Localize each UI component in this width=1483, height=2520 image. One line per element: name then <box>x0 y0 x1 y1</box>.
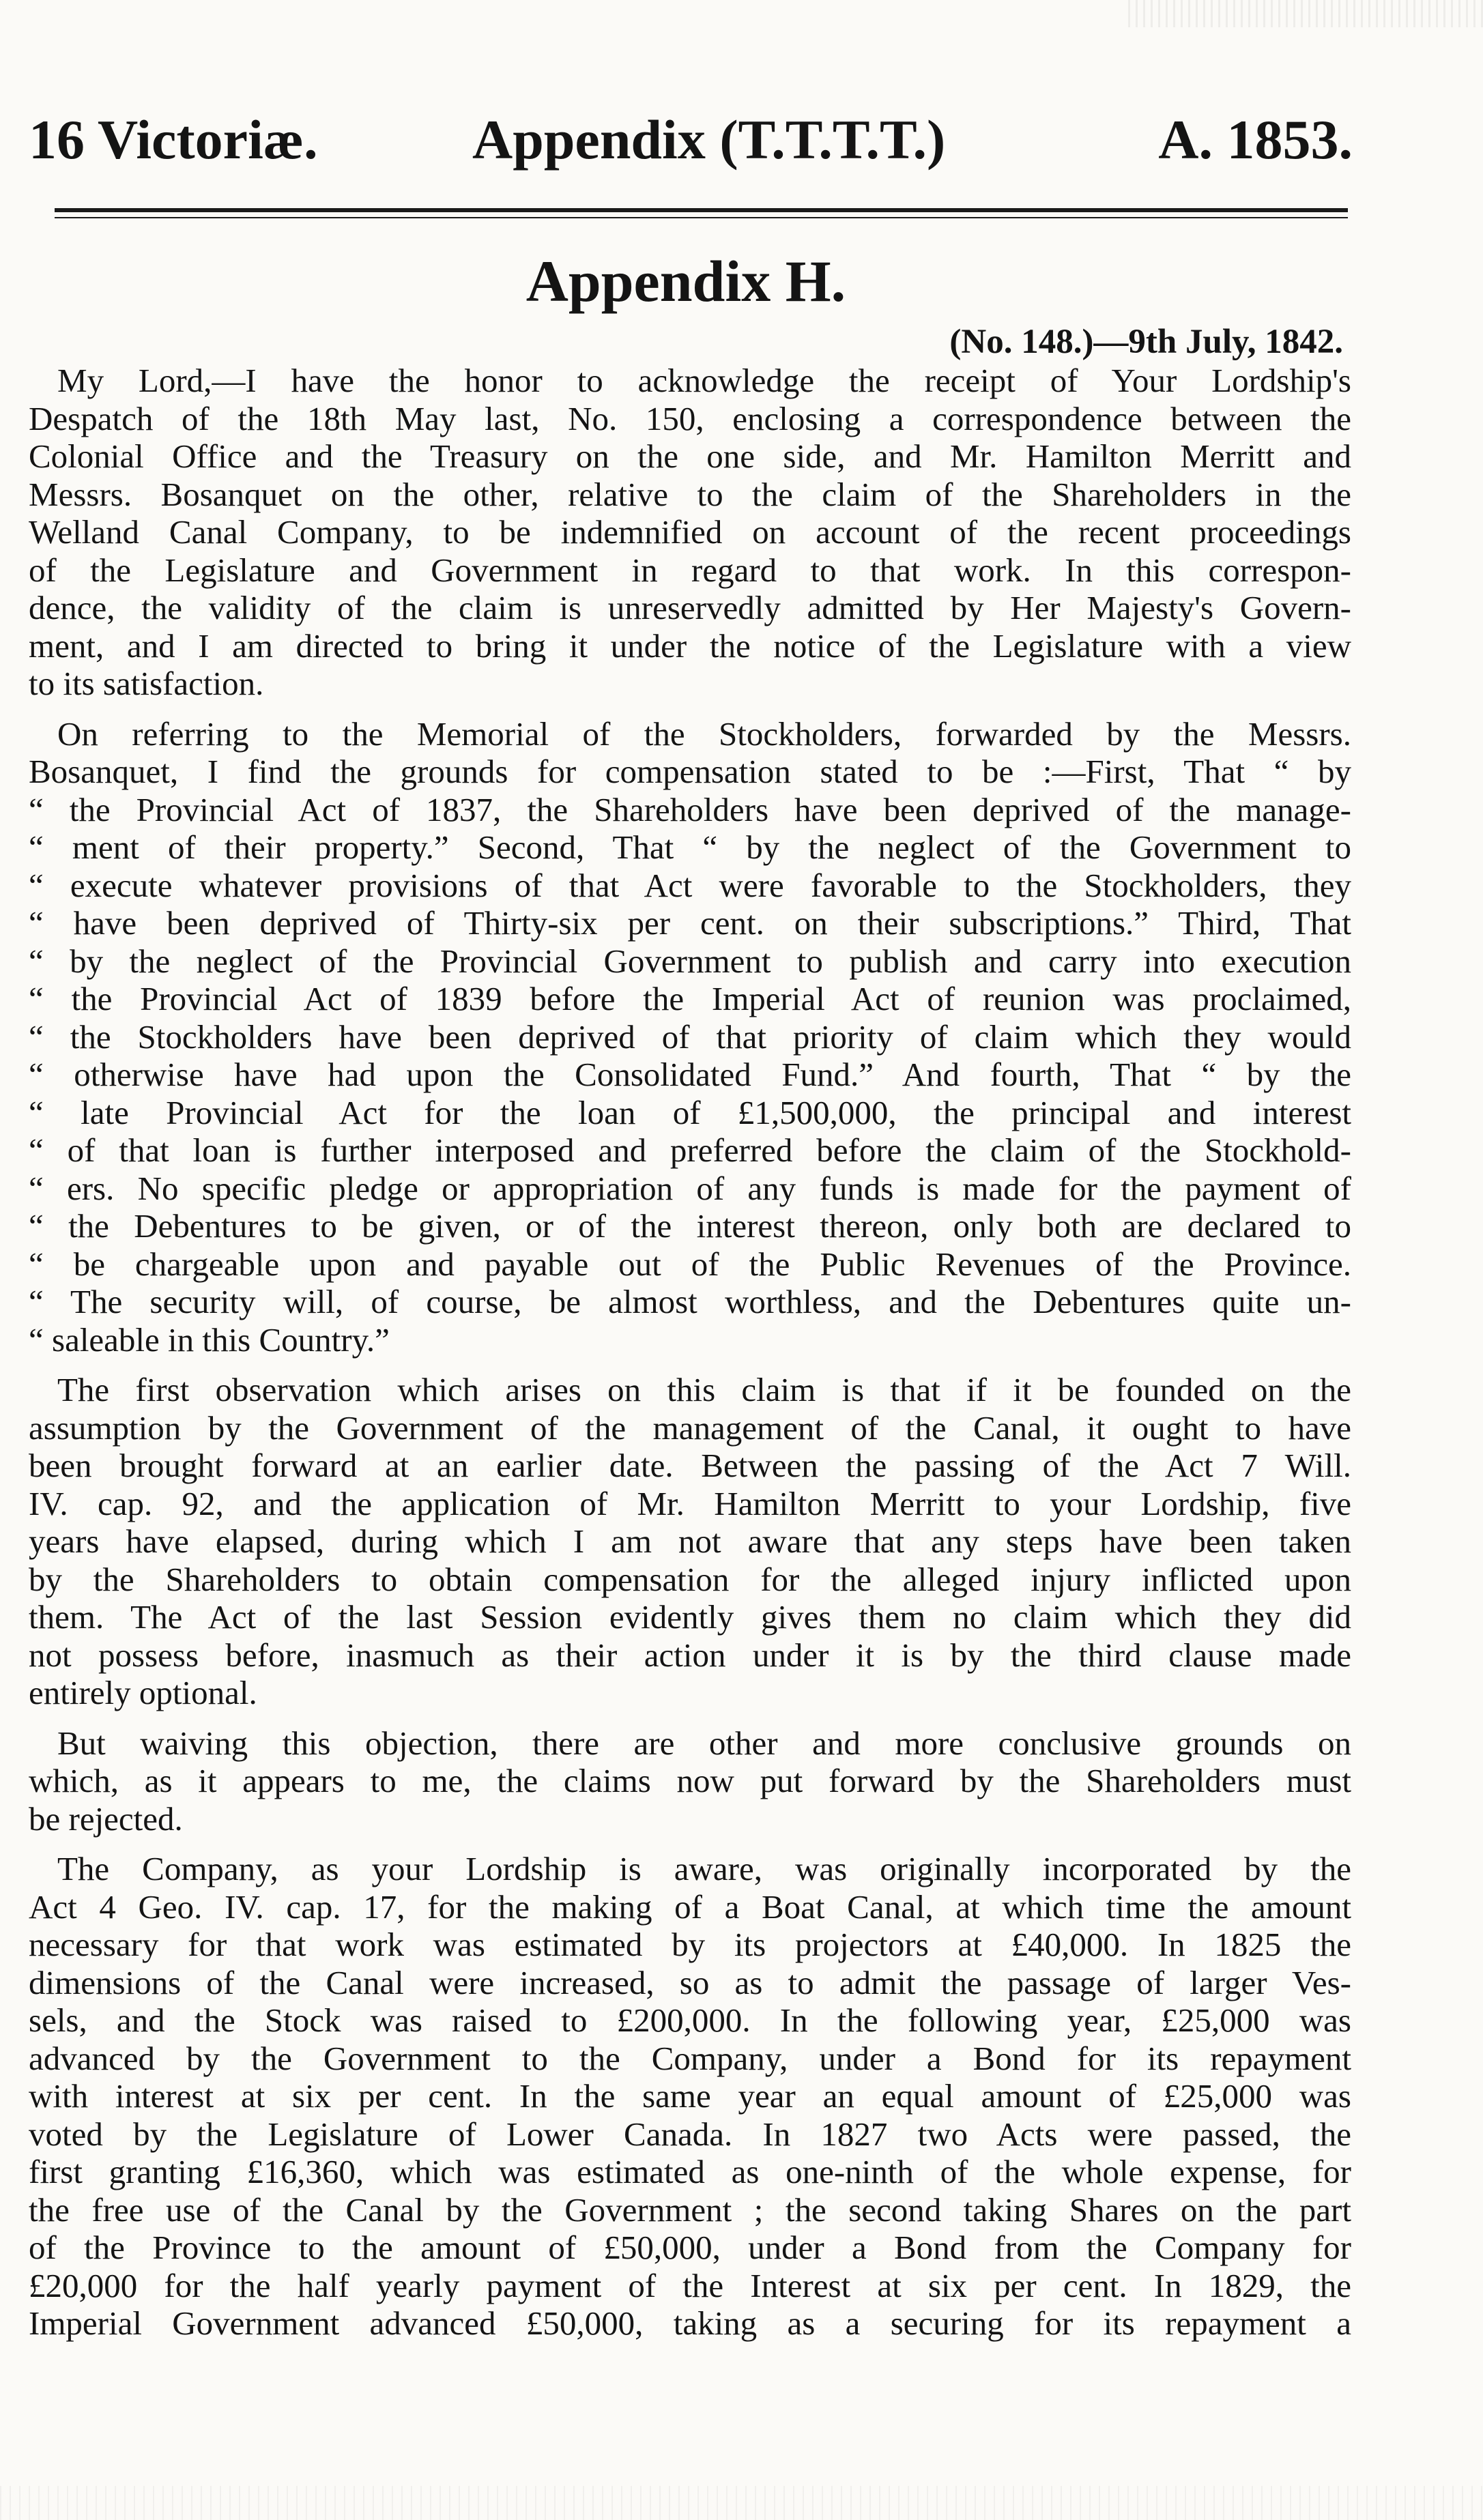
text-line: The first observation which arises on this claim is that if it be founded on the <box>57 1371 1351 1408</box>
text-line: “ the Provincial Act of 1839 before the Imperial Act of reunion was proclaimed, <box>29 980 1351 1017</box>
text-line: “ of that loan is further interposed and preferred before the claim of the Stockhold- <box>29 1131 1351 1169</box>
text-line: “ execute whatever provisions of that Act were favorable to the Stockholders, they <box>29 866 1351 904</box>
scan-speckle-top <box>1128 0 1483 27</box>
text-line: to its satisfaction. <box>29 665 264 702</box>
text-line: “ otherwise have had upon the Consolidated Fund.” And fourth, That “ by the <box>29 1056 1351 1093</box>
text-line: On referring to the Memorial of the Stockholders, forwarded by the Messrs. <box>57 714 1351 753</box>
text-line: Despatch of the 18th May last, No. 150, enclosing a correspondence between the <box>29 399 1351 437</box>
text-line: £20,000 for the half yearly payment of the Interest at six per cent. In 1829, the <box>29 2266 1351 2304</box>
text-line: entirely optional. <box>29 1674 257 1711</box>
text-line: first granting £16,360, which was estimated as one-ninth of the whole expense, for <box>29 2153 1351 2190</box>
paragraph <box>29 715 1351 1359</box>
text-line: Imperial Government advanced £50,000, taking as a securing for its repayment a <box>29 2304 1351 2342</box>
text-line: of the Province to the amount of £50,000, under a Bond from the Company for <box>29 2229 1351 2266</box>
scan-speckle-bottom <box>0 2486 1483 2520</box>
header-year: A. 1853. <box>1158 108 1353 171</box>
header-appendix-label: Appendix (T.T.T.T.) <box>472 108 946 171</box>
text-line: Welland Canal Company, to be indemnified on account of the recent proceedings <box>29 513 1351 551</box>
text-line: been brought forward at an earlier date. Between the passing of the Act 7 Will. <box>29 1447 1351 1484</box>
text-line: But waiving this objection, there are other and more conclusive grounds on <box>57 1724 1351 1762</box>
text-line: “ ers. No specific pledge or appropriation of any funds is made for the payment of <box>29 1169 1351 1207</box>
text-line: dimensions of the Canal were increased, so as to admit the passage of larger Ves- <box>29 1963 1351 2001</box>
paragraph <box>29 1371 1351 1712</box>
text-line: of the Legislature and Government in regard to that work. In this correspon- <box>29 551 1351 589</box>
text-line: sels, and the Stock was raised to £200,000. In the following year, £25,000 was <box>29 2001 1351 2039</box>
paragraph <box>29 362 1351 703</box>
appendix-title: Appendix H. <box>525 248 846 314</box>
text-line: IV. cap. 92, and the application of Mr. Hamilton Merritt to your Lordship, five <box>29 1484 1351 1522</box>
text-line: “ the Provincial Act of 1837, the Shareholders have been deprived of the manage- <box>29 790 1351 828</box>
text-line: Colonial Office and the Treasury on the one side, and Mr. Hamilton Merritt and <box>29 437 1351 475</box>
letter-body <box>29 362 1351 2355</box>
paragraph <box>29 1850 1351 2343</box>
text-line: years have elapsed, during which I am not aware that any steps have been taken <box>29 1522 1351 1560</box>
text-line: necessary for that work was estimated by its projectors at £40,000. In 1825 the <box>29 1926 1351 1963</box>
header-rule-thick <box>55 208 1348 212</box>
text-line: them. The Act of the last Session evidently gives them no claim which they did <box>29 1598 1351 1636</box>
text-line: “ the Debentures to be given, or of the interest thereon, only both are declared to <box>29 1207 1351 1245</box>
text-line: The Company, as your Lordship is aware, was originally incorporated by the <box>57 1850 1351 1887</box>
text-line: assumption by the Government of the management of the Canal, it ought to have <box>29 1408 1351 1447</box>
text-line: not possess before, inasmuch as their action under it is by the third clause made <box>29 1636 1351 1674</box>
header-rule-thin <box>55 217 1348 218</box>
text-line: dence, the validity of the claim is unreservedly admitted by Her Majesty's Govern- <box>29 589 1351 626</box>
text-line: by the Shareholders to obtain compensation for the alleged injury inflicted upon <box>29 1560 1351 1598</box>
text-line: “ saleable in this Country.” <box>29 1320 390 1359</box>
text-line: the free use of the Canal by the Government ; the second taking Shares on the part <box>29 2190 1351 2229</box>
text-line: My Lord,—I have the honor to acknowledge the receipt of Your Lordship's <box>57 362 1351 399</box>
text-line: “ ment of their property.” Second, That “ by the neglect of the Government to <box>29 828 1351 866</box>
running-header <box>29 102 1359 177</box>
header-session: 16 Victoriæ. <box>29 108 318 171</box>
despatch-dateline: (No. 148.)—9th July, 1842. <box>949 323 1343 361</box>
text-line: “ be chargeable upon and payable out of the Public Revenues of the Province. <box>29 1245 1351 1283</box>
text-line: which, as it appears to me, the claims now put forward by the Shareholders must <box>29 1762 1351 1799</box>
text-line: Messrs. Bosanquet on the other, relative to the claim of the Shareholders in the <box>29 475 1351 513</box>
text-line: “ the Stockholders have been deprived of that priority of claim which they would <box>29 1017 1351 1056</box>
text-line: voted by the Legislature of Lower Canada. In 1827 two Acts were passed, the <box>29 2115 1351 2153</box>
text-line: advanced by the Government to the Company, under a Bond for its repayment <box>29 2039 1351 2077</box>
text-line: ment, and I am directed to bring it under the notice of the Legislature with a view <box>29 626 1351 665</box>
text-line: “ have been deprived of Thirty-six per cent. on their subscriptions.” Third, That <box>29 904 1351 942</box>
text-line: “ late Provincial Act for the loan of £1,500,000, the principal and interest <box>29 1093 1351 1131</box>
text-line: be rejected. <box>29 1799 183 1838</box>
text-line: “ The security will, of course, be almost worthless, and the Debentures quite un- <box>29 1283 1351 1320</box>
text-line: Act 4 Geo. IV. cap. 17, for the making of a Boat Canal, at which time the amount <box>29 1887 1351 1926</box>
text-line: “ by the neglect of the Provincial Government to publish and carry into execution <box>29 942 1351 980</box>
text-line: Bosanquet, I find the grounds for compensation stated to be :—First, That “ by <box>29 753 1351 790</box>
paragraph <box>29 1724 1351 1838</box>
text-line: with interest at six per cent. In the same year an equal amount of £25,000 was <box>29 2077 1351 2115</box>
